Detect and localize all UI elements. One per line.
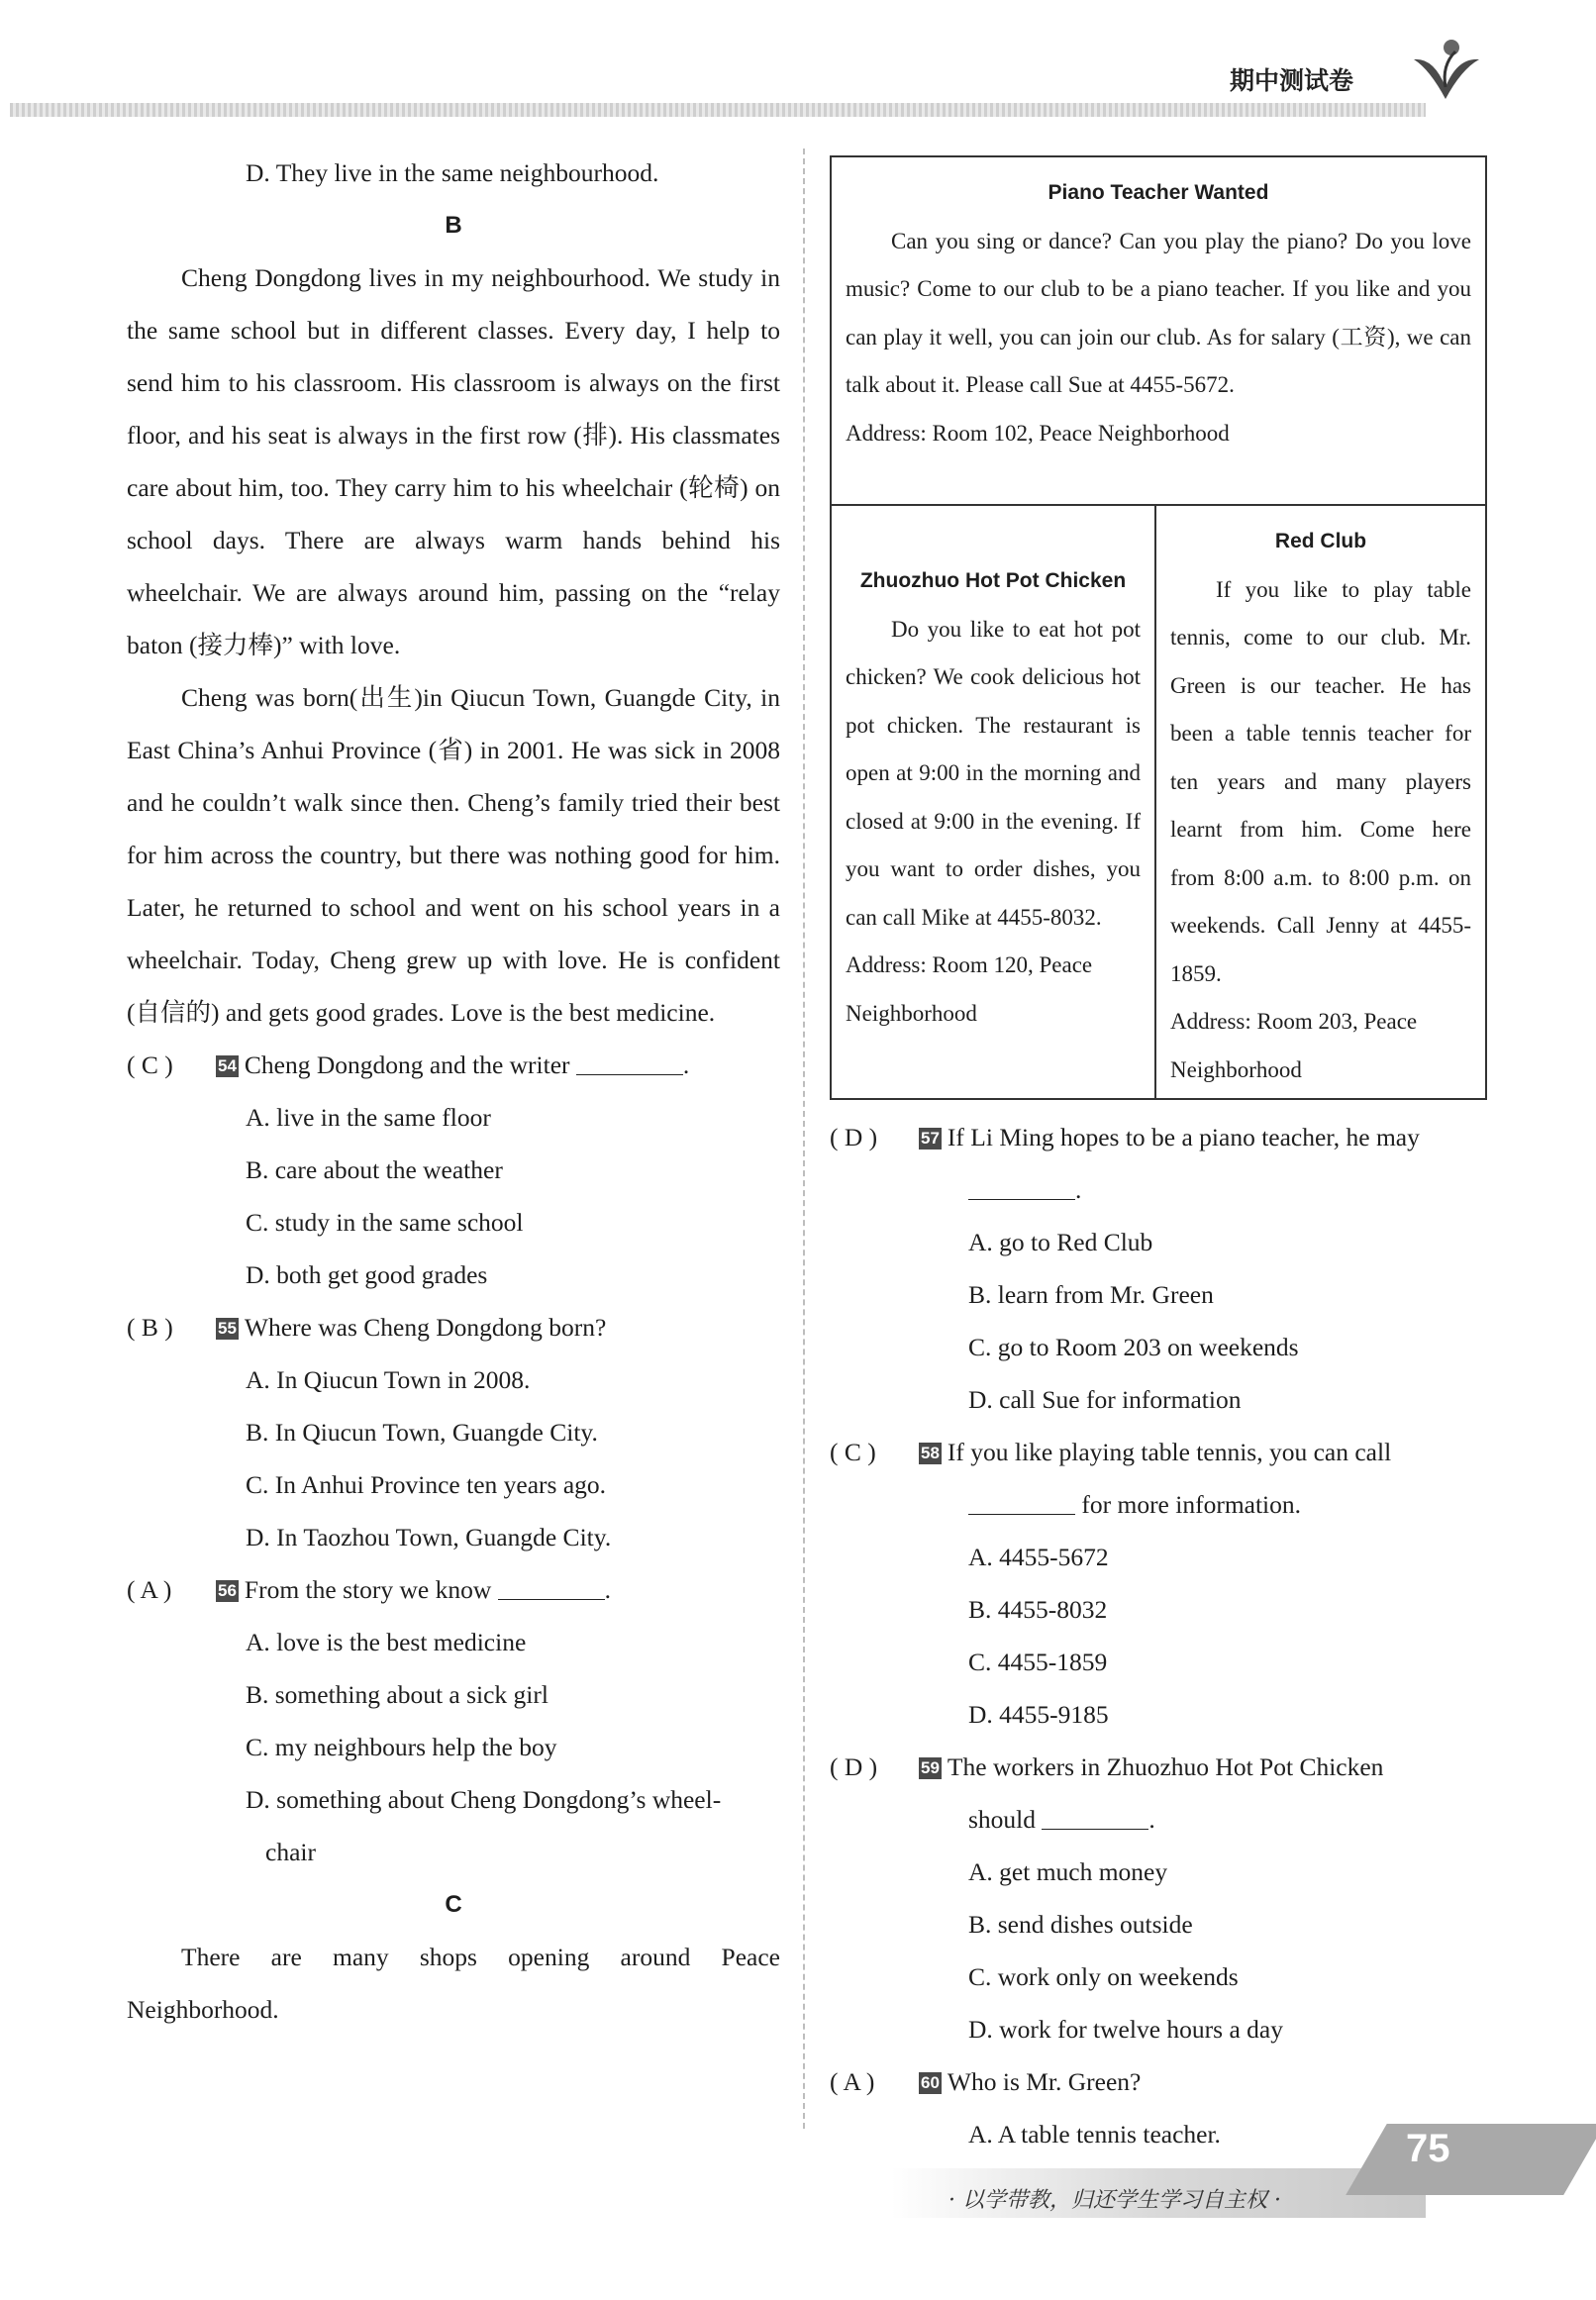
right-column — [830, 1111, 1491, 2160]
question-number: 58 — [921, 1444, 940, 1462]
option-d-continuation: chair — [265, 1838, 316, 1866]
option-d: D. work for twelve hours a day — [968, 2015, 1283, 2044]
ad-address: Address: Room 120, Peace Neighborhood — [846, 952, 1093, 1026]
option-c: C. 4455-1859 — [968, 1648, 1108, 1676]
answer-mark: ( B ) — [127, 1313, 173, 1342]
question-stem: The workers in Zhuozhuo Hot Pot Chicken — [947, 1752, 1384, 1781]
answer-mark: ( A ) — [830, 2067, 875, 2096]
option-c: C. study in the same school — [246, 1208, 524, 1237]
page-number-badge — [1346, 2124, 1596, 2195]
question-58 — [830, 1426, 1491, 1478]
ad-piano-teacher — [832, 157, 1485, 506]
answer-mark: ( A ) — [127, 1575, 172, 1604]
option-a: A. A table tennis teacher. — [968, 2120, 1221, 2149]
option-d: D. call Sue for information — [968, 1385, 1242, 1414]
question-number: 59 — [921, 1758, 940, 1777]
answer-blank — [576, 1052, 683, 1075]
passage-c-paragraph: There are many shops opening around Peace Neighborhood. — [127, 1943, 780, 2024]
ad-title: Zhuozhuo Hot Pot Chicken — [859, 569, 1127, 592]
answer-mark: ( D ) — [830, 1752, 878, 1781]
answer-blank — [968, 1492, 1075, 1515]
ad-body: Can you sing or dance? Can you play the piano? Do you love music? Come to our club to be a piano teacher. If you like and you can play it well, you can join our club. As for salary (工资), we can talk about it. Please call Sue at 4455-5672. — [846, 228, 1471, 397]
ad-hot-pot-chicken — [832, 506, 1156, 1098]
option-a: A. get much money — [968, 1857, 1168, 1886]
section-b-label: B — [445, 212, 462, 239]
question-54: ( C ) 54 Cheng Dongdong and the writer . — [127, 1039, 780, 1091]
question-55 — [127, 1301, 780, 1353]
question-number: 56 — [218, 1581, 237, 1600]
ad-body: If you like to play table tennis, come to our club. Mr. Green is our teacher. He has been a table tennis teacher for ten years and many players learnt from him. Come here from 8:00 a.m. to 8:00 p.m. on weekends. Call Jenny at 4455-1859. — [1170, 576, 1471, 986]
page-header-title: 期中测试卷 — [1230, 66, 1354, 95]
ad-red-club — [1156, 506, 1485, 1098]
option-a: A. In Qiucun Town in 2008. — [246, 1365, 531, 1394]
q53-option-d: D. They live in the same neighbourhood. — [246, 158, 659, 187]
question-stem: If Li Ming hopes to be a piano teacher, he may — [947, 1123, 1420, 1151]
question-60 — [830, 2055, 1491, 2108]
answer-blank — [968, 1177, 1075, 1200]
question-number: 55 — [218, 1319, 237, 1338]
passage-b-paragraph-1: Cheng Dongdong lives in my neighbourhood. We study in the same school but in different classes. Every day, I help to send him to his classroom. His classroom is always on the first floor, and his seat is always in the first row (排). His classmates care about him, too. They carry him to his wheelchair (轮椅) on school days. There are always warm hands behind his wheelchair. We are always around him, passing on the “relay baton (接力棒)” with love. — [127, 263, 780, 659]
option-b: B. learn from Mr. Green — [968, 1280, 1214, 1309]
option-b: B. 4455-8032 — [968, 1595, 1108, 1624]
left-column — [127, 147, 780, 2036]
column-divider — [803, 149, 805, 2129]
question-stem: If you like playing table tennis, you can call — [947, 1438, 1392, 1466]
ad-address: Address: Room 203, Peace Neighborhood — [1170, 1009, 1418, 1082]
option-a: A. go to Red Club — [968, 1228, 1153, 1256]
option-c: C. my neighbours help the boy — [246, 1733, 557, 1761]
page-number: 75 — [1406, 2127, 1450, 2170]
question-number: 57 — [921, 1129, 940, 1148]
answer-mark: ( C ) — [830, 1438, 876, 1466]
option-a: A. love is the best medicine — [246, 1628, 527, 1656]
option-c: C. In Anhui Province ten years ago. — [246, 1470, 607, 1499]
option-a: A. live in the same floor — [246, 1103, 491, 1132]
option-d: D. In Taozhou Town, Guangde City. — [246, 1523, 612, 1551]
question-stem: Cheng Dongdong and the writer — [244, 1050, 570, 1079]
question-57-blank-line: . — [830, 1163, 1491, 1216]
option-b: B. care about the weather — [246, 1155, 503, 1184]
answer-mark: ( C ) — [127, 1050, 173, 1079]
option-b: B. something about a sick girl — [246, 1680, 549, 1709]
advertisements-box — [830, 155, 1487, 1100]
header-band — [10, 103, 1426, 117]
passage-b-paragraph-2: Cheng was born(出生)in Qiucun Town, Guangde City, in East China’s Anhui Province (省) in 2001. He was sick in 2008 and he couldn’t walk since then. Cheng’s family tried their best for him across the country, but there was nothing good for him. Later, he returned to school and went on his school years in a wheelchair. Today, Cheng grew up with love. He is confident (自信的) and gets good grades. Love is the best medicine. — [127, 683, 780, 1027]
ad-body: Do you like to eat hot pot chicken? We cook delicious hot pot chicken. The restaurant is open at 9:00 in the morning and closed at 9:00 in the evening. If you want to order dishes, you can call Mike at 4455-8032. — [846, 616, 1141, 930]
option-d: D. something about Cheng Dongdong’s wheel- — [246, 1785, 722, 1814]
question-stem: Where was Cheng Dongdong born? — [244, 1313, 607, 1342]
option-a: A. 4455-5672 — [968, 1543, 1109, 1571]
question-57 — [830, 1111, 1491, 1163]
question-number: 54 — [218, 1056, 237, 1075]
footer-slogan: · 以学带教，归还学生学习自主权 · — [948, 2188, 1281, 2213]
answer-mark: ( D ) — [830, 1123, 878, 1151]
ad-title: Piano Teacher Wanted — [1047, 181, 1269, 204]
option-b: B. send dishes outside — [968, 1910, 1193, 1939]
question-number: 60 — [921, 2073, 940, 2092]
ad-title: Red Club — [1274, 530, 1367, 552]
answer-blank — [498, 1577, 605, 1600]
book-logo-icon — [1406, 30, 1485, 109]
option-c: C. go to Room 203 on weekends — [968, 1333, 1299, 1361]
option-d: D. both get good grades — [246, 1260, 488, 1289]
option-c: C. work only on weekends — [968, 1962, 1239, 1991]
option-d: D. 4455-9185 — [968, 1700, 1109, 1729]
question-58-blank-line: for more information. — [830, 1478, 1491, 1531]
ad-address: Address: Room 102, Peace Neighborhood — [846, 420, 1230, 446]
section-c-label: C — [445, 1891, 462, 1918]
option-b: B. In Qiucun Town, Guangde City. — [246, 1418, 598, 1447]
question-56: ( A ) 56 From the story we know . — [127, 1563, 780, 1616]
question-stem: Who is Mr. Green? — [947, 2067, 1142, 2096]
question-59-blank-line: should . — [968, 1805, 1155, 1834]
answer-blank — [1042, 1807, 1148, 1830]
question-59 — [830, 1741, 1491, 1793]
question-stem: From the story we know — [244, 1575, 492, 1604]
